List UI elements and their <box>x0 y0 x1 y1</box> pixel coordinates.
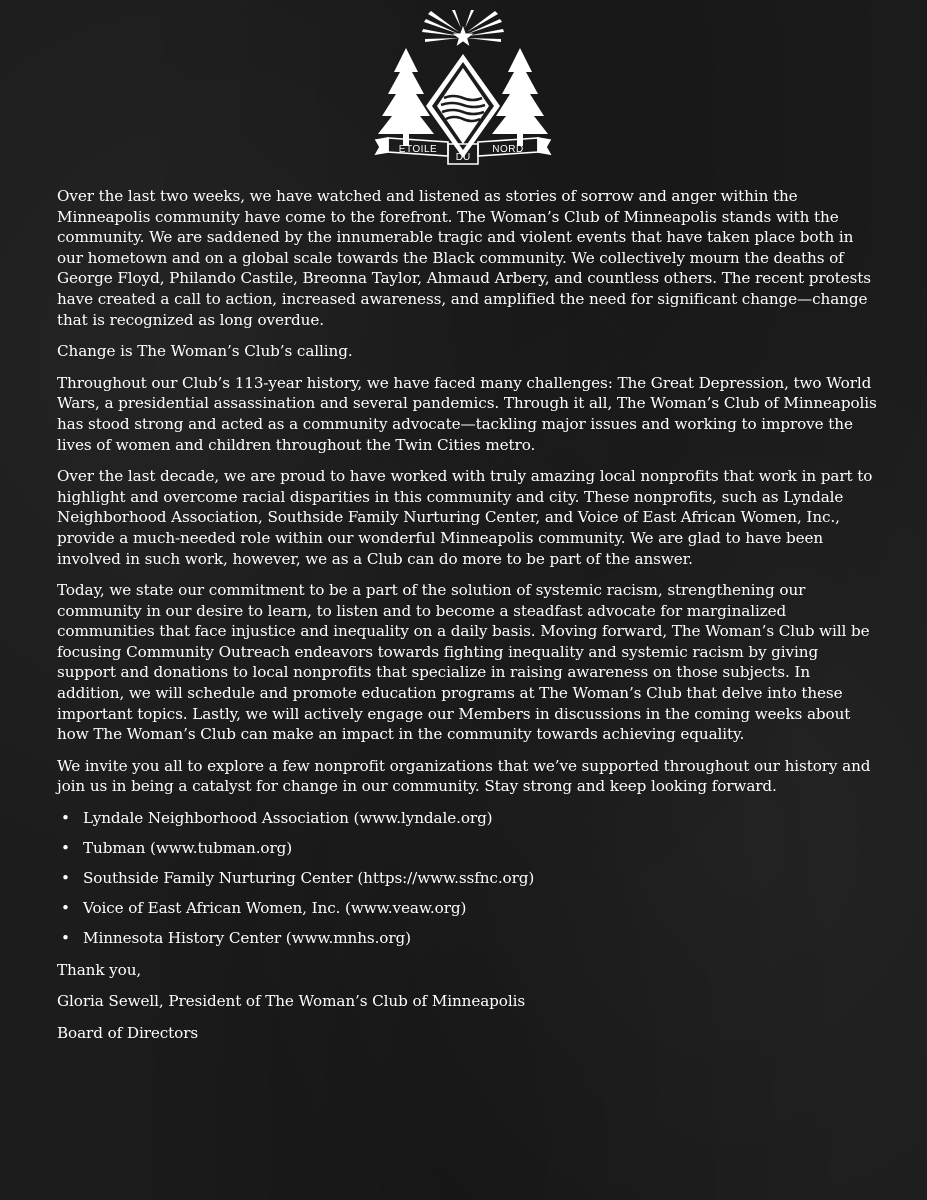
organization-list <box>57 808 877 949</box>
paragraph-commitment: Today, we state our commitment to be a part of the solution of systemic racism, strengthening our community in our desire to learn, to listen and to become a steadfast advocate for marginalized communities that face injustice and inequality on a daily basis. Moving forward, The Woman’s Club will be focusing Community Outreach endeavors towards fighting inequality and systemic racism by giving support and donations to local nonprofits that specialize in raising awareness on those subjects. In addition, we will schedule and promote education programs at The Woman’s Club that delve into these important topics. Lastly, we will actively engage our Members in discussions in the coming weeks about how The Woman’s Club can make an impact in the community towards achieving equality. <box>57 581 870 744</box>
organization-ssfnc: Southside Family Nurturing Center (https://www.ssfnc.org) <box>83 869 535 887</box>
bullet-icon: • <box>61 869 70 887</box>
signature-title: Board of Directors <box>57 1023 199 1042</box>
closing-line: Thank you, <box>57 960 142 979</box>
bullet-icon: • <box>61 839 70 858</box>
list-item <box>57 838 877 859</box>
list-item <box>57 808 877 829</box>
list-item <box>57 928 877 949</box>
list-item <box>57 898 877 919</box>
etoile-du-nord-logo <box>368 10 558 170</box>
organization-veaw: Voice of East African Women, Inc. (www.veaw.org) <box>83 898 467 917</box>
bullet-icon: • <box>61 898 70 917</box>
left-pine-tree-icon <box>378 48 434 146</box>
ribbon-word-du: DU <box>455 152 471 163</box>
paragraph-intro: Over the last two weeks, we have watched and listened as stories of sorrow and anger within the Minneapolis community have come to the forefront. The Woman’s Club of Minneapolis stands with the community. We are saddened by the innumerable tragic and violent events that have taken place both in our hometown and on a global scale towards the Black community. We collectively mourn the deaths of George Floyd, Philando Castile, Breonna Taylor, Ahmaud Arbery, and countless others. The recent protests have created a call to action, increased awareness, and amplified the need for significant change—change that is recognized as long overdue. <box>57 187 871 329</box>
ribbon-word-nord: NORD <box>492 144 524 155</box>
letter-body <box>57 186 877 1054</box>
paragraph-history: Throughout our Club’s 113-year history, we have faced many challenges: The Great Depression, two World Wars, a presidential assassination and several pandemics. Through it all, The Woman’s Club of Minneapolis has stood strong and acted as a community advocate—tackling major issues and working to improve the lives of women and children throughout the Twin Cities metro. <box>57 373 877 454</box>
ribbon-word-etoile: ETOILE <box>398 144 438 155</box>
north-star-icon <box>453 26 474 46</box>
organization-lyndale: Lyndale Neighborhood Association (www.lyndale.org) <box>83 809 493 828</box>
organization-tubman: Tubman (www.tubman.org) <box>83 839 293 858</box>
diamond-lake-icon <box>426 54 500 158</box>
list-item <box>57 868 877 889</box>
right-pine-tree-icon <box>492 48 548 146</box>
paragraph-calling: Change is The Woman’s Club’s calling. <box>57 342 353 361</box>
organization-mnhs: Minnesota History Center (www.mnhs.org) <box>83 928 411 947</box>
signature-name: Gloria Sewell, President of The Woman’s Club of Minneapolis <box>57 992 526 1011</box>
bullet-icon: • <box>61 809 70 828</box>
paragraph-nonprofits: Over the last decade, we are proud to have worked with truly amazing local nonprofits that work in part to highlight and overcome racial disparities in this community and city. These nonprofits, such as Lyndale Neighborhood Association, Southside Family Nurturing Center, and Voice of East African Women, Inc., provide a much-needed role within our wonderful Minneapolis community. We are glad to have been involved in such work, however, we as a Club can do more to be part of the answer. <box>57 467 873 568</box>
bullet-icon: • <box>61 928 70 947</box>
paragraph-invitation: We invite you all to explore a few nonprofit organizations that we’ve supported throughout our history and join us in being a catalyst for change in our community. Stay strong and keep looking forward. <box>57 756 871 796</box>
